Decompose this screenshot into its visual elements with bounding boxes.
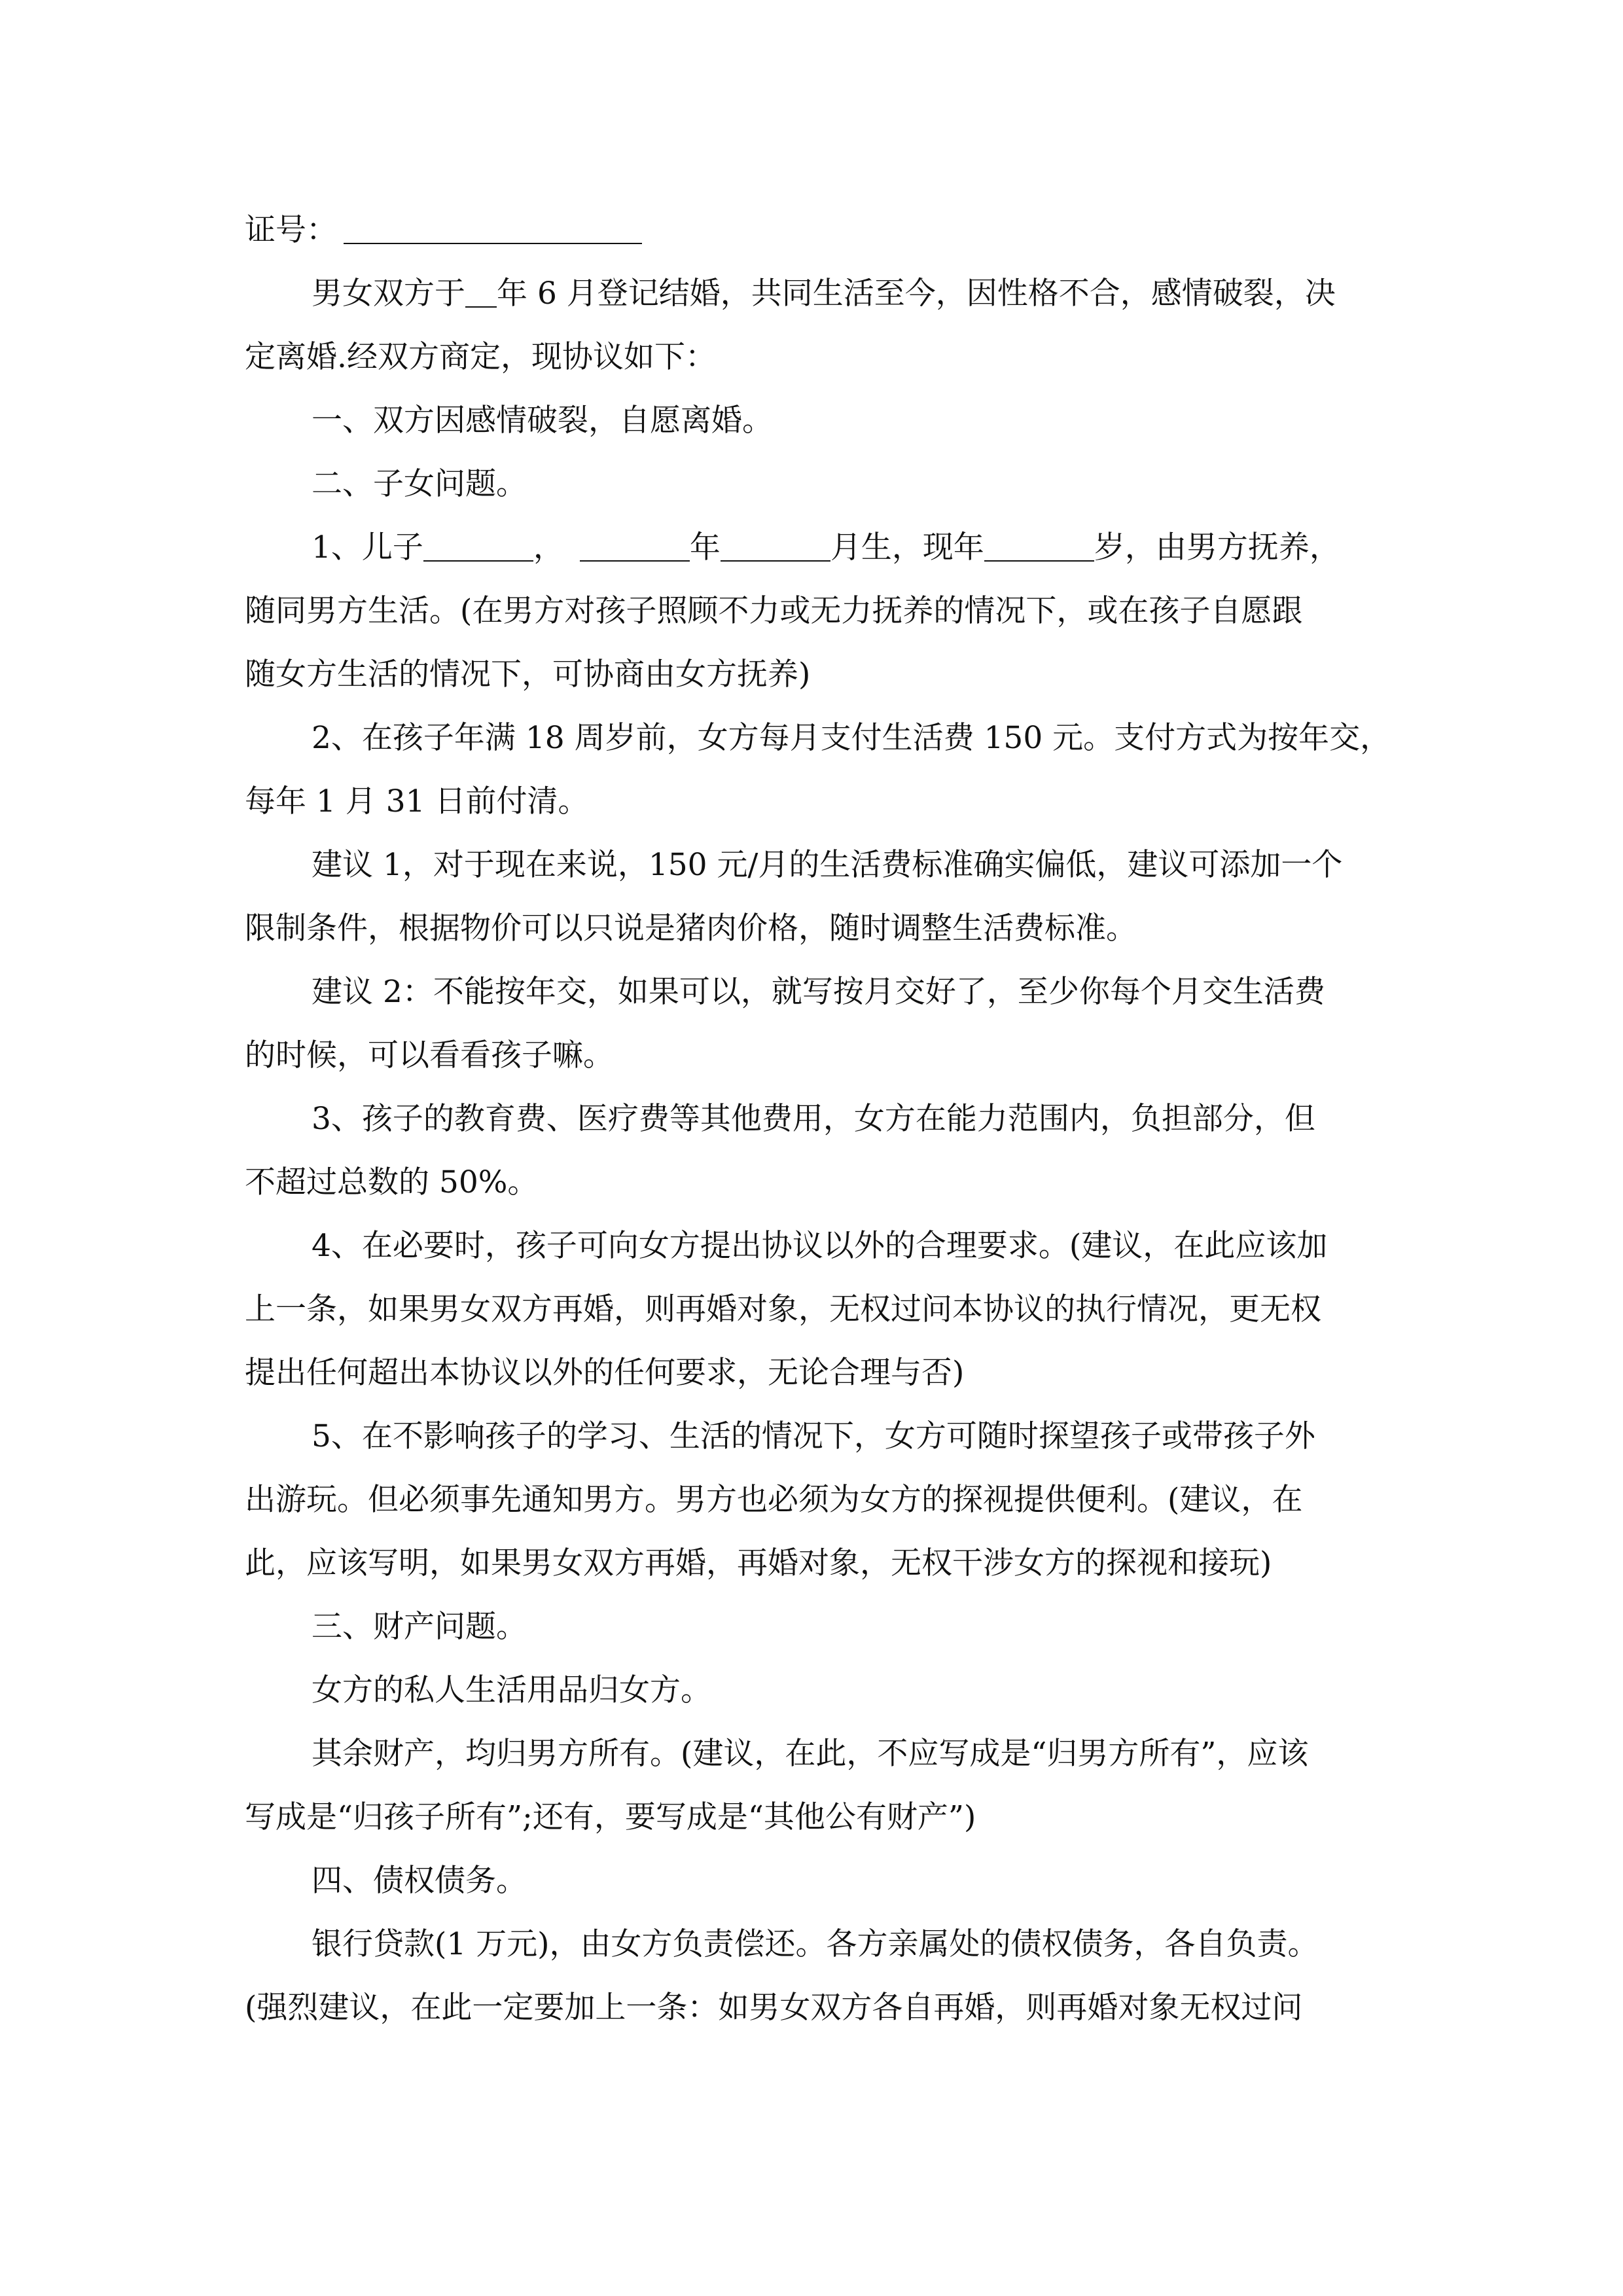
child-item-5-line-2: 出游玩。但必须事先通知男方。男方也必须为女方的探视提供便利。(建议，在 xyxy=(245,1482,1303,1518)
certificate-label: 证号： xyxy=(245,212,337,248)
child-item-5-line-1: 5、在不影响孩子的学习、生活的情况下，女方可随时探望孩子或带孩子外 xyxy=(312,1418,1315,1454)
child-item-2-line-2: 每年 1 月 31 日前付清。 xyxy=(245,783,589,819)
suggestion-2-line-1: 建议 2：不能按年交，如果可以，就写按月交好了，至少你每个月交生活费 xyxy=(312,974,1325,1010)
child-item-1-line-3: 随女方生活的情况下，可协商由女方抚养) xyxy=(245,656,811,692)
age-blank[interactable] xyxy=(984,529,1094,562)
suggestion-2-line-2: 的时候，可以看看孩子嘛。 xyxy=(245,1037,614,1073)
son-name-blank[interactable] xyxy=(423,529,533,562)
section-3-heading: 三、财产问题。 xyxy=(312,1609,527,1645)
child-item-3-line-1: 3、孩子的教育费、医疗费等其他费用，女方在能力范围内，负担部分，但 xyxy=(312,1101,1315,1137)
child-item-4-line-3: 提出任何超出本协议以外的任何要求，无论合理与否) xyxy=(245,1355,965,1391)
suggestion-1-line-2: 限制条件，根据物价可以只说是猪肉价格，随时调整生活费标准。 xyxy=(245,910,1137,946)
debt-line-1: 银行贷款(1 万元)，由女方负责偿还。各方亲属处的债权债务，各自负责。 xyxy=(312,1926,1319,1962)
section-1-heading: 一、双方因感情破裂，自愿离婚。 xyxy=(312,403,773,439)
certificate-number-line xyxy=(245,204,1378,268)
property-line-2: 其余财产，均归男方所有。(建议，在此，不应写成是“归男方所有”，应该 xyxy=(312,1736,1309,1772)
section-4-heading: 四、债权债务。 xyxy=(312,1863,527,1899)
suggestion-1-line-1: 建议 1，对于现在来说，150 元/月的生活费标准确实偏低，建议可添加一个 xyxy=(312,847,1343,883)
certificate-number-blank[interactable] xyxy=(344,211,642,244)
birth-month-blank[interactable] xyxy=(721,529,830,562)
child-item-2-line-1: 2、在孩子年满 18 周岁前，女方每月支付生活费 150 元。支付方式为按年交， xyxy=(312,720,1391,756)
property-line-3: 写成是“归孩子所有”;还有，要写成是“其他公有财产”) xyxy=(245,1799,976,1835)
child-item-3-line-2: 不超过总数的 50%。 xyxy=(245,1164,539,1200)
birth-year-blank[interactable] xyxy=(580,529,690,562)
intro-line-2: 定离婚.经双方商定，现协议如下： xyxy=(245,339,716,375)
agreement-body xyxy=(245,204,1391,2045)
property-line-1: 女方的私人生活用品归女方。 xyxy=(312,1672,711,1708)
debt-line-2: (强烈建议，在此一定要加上一条：如男女双方各自再婚，则再婚对象无权过问 xyxy=(245,1990,1303,2026)
child-item-5-line-3: 此，应该写明，如果男女双方再婚，再婚对象，无权干涉女方的探视和接玩) xyxy=(245,1545,1272,1581)
section-2-heading: 二、子女问题。 xyxy=(312,466,527,502)
child-item-4-line-2: 上一条，如果男女双方再婚，则再婚对象，无权过问本协议的执行情况，更无权 xyxy=(245,1291,1321,1327)
intro-line-1: 男女双方于 年 6 月登记结婚，共同生活至今，因性格不合，感情破裂，决 xyxy=(312,276,1336,312)
marriage-year-blank[interactable] xyxy=(465,275,497,308)
child-item-1-line-1: 1、儿子 ， 年 月生，现年 岁，由男方抚养， xyxy=(312,529,1340,565)
child-item-1-line-2: 随同男方生活。(在男方对孩子照顾不力或无力抚养的情况下，或在孩子自愿跟 xyxy=(245,593,1303,629)
child-item-4-line-1: 4、在必要时，孩子可向女方提出协议以外的合理要求。(建议，在此应该加 xyxy=(312,1228,1328,1264)
